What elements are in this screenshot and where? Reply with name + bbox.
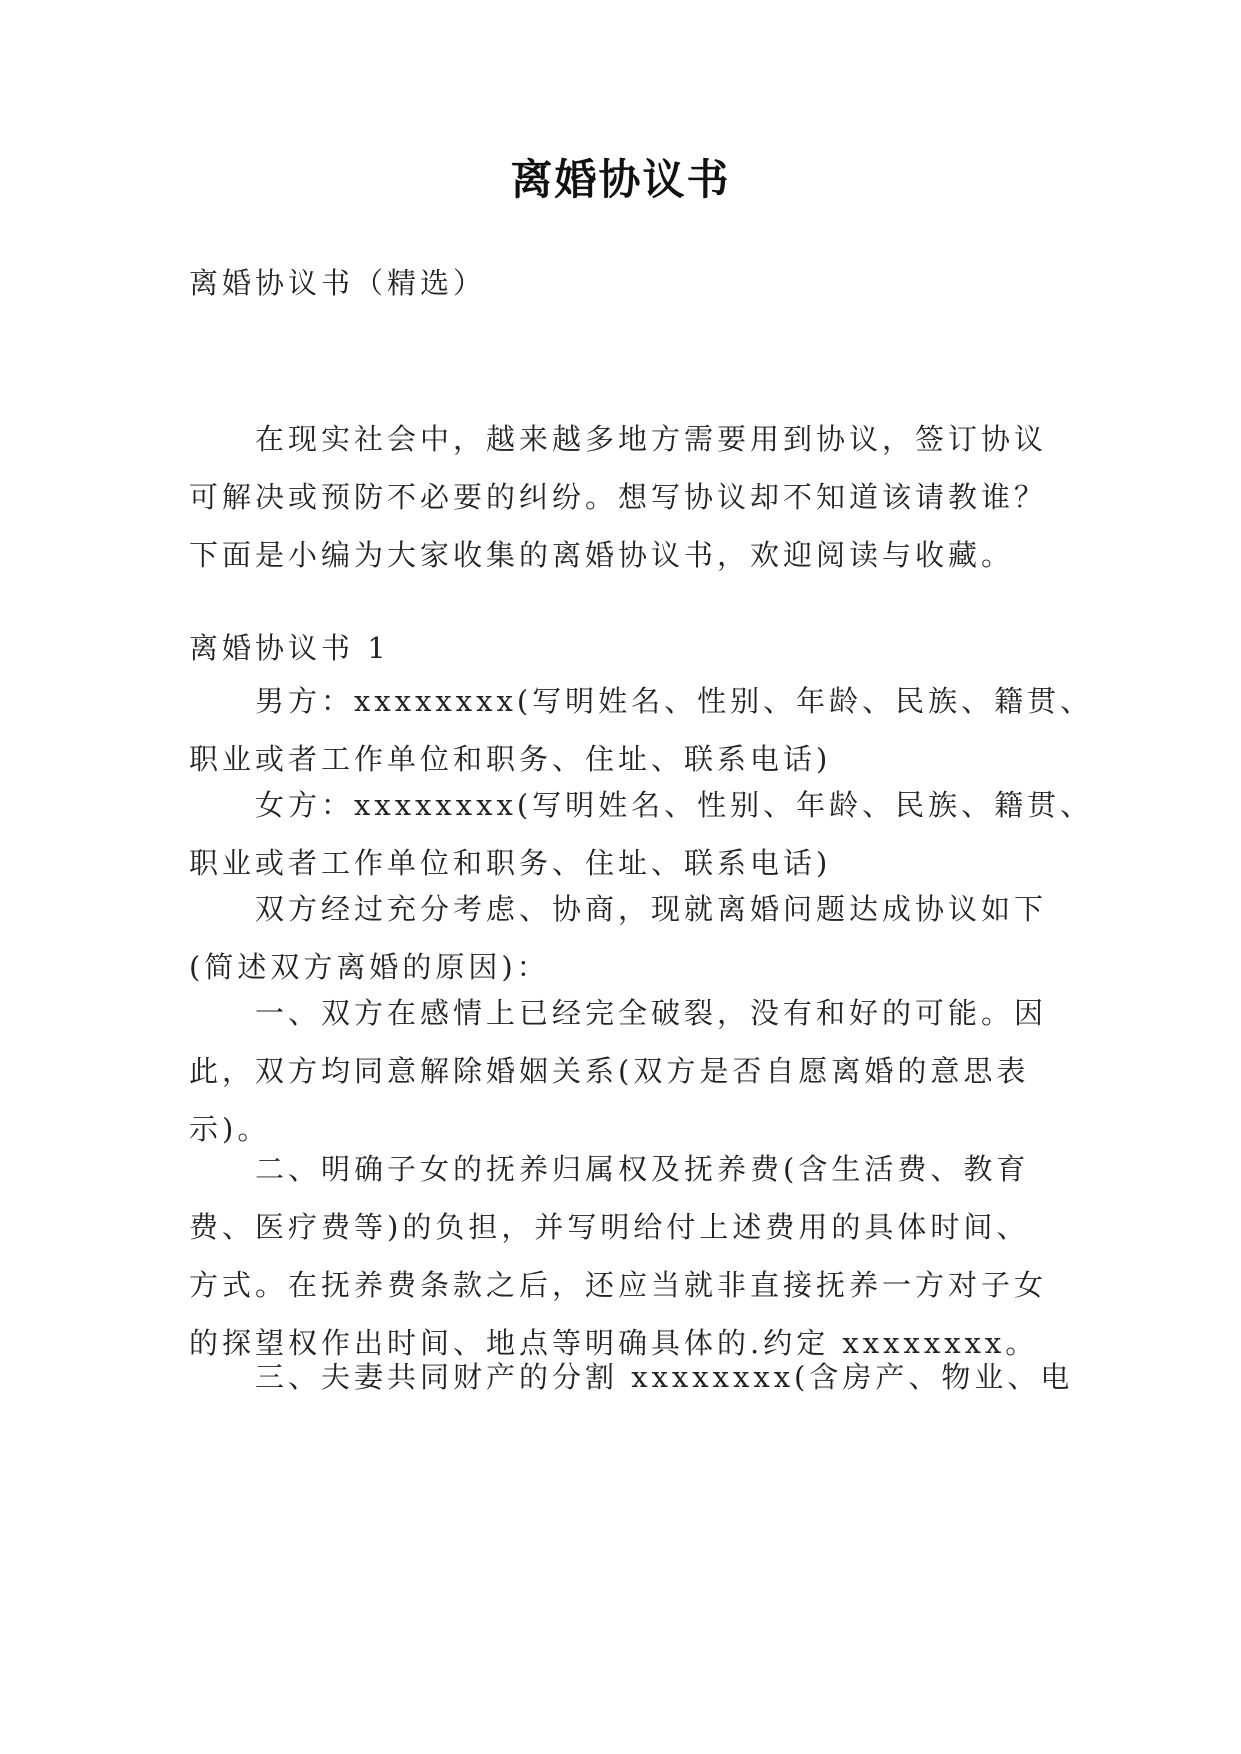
- intro-line: 在现实社会中，越来越多地方需要用到协议，签订协议: [255, 422, 1048, 456]
- party-male-paragraph: [189, 672, 1094, 788]
- clause-two-paragraph: [189, 1140, 1069, 1372]
- intro-line: 下面是小编为大家收集的离婚协议书，欢迎阅读与收藏。: [189, 538, 1015, 572]
- document-subtitle: 离婚协议书（精选）: [189, 266, 487, 300]
- paragraph-line: 二、明确子女的抚养归属权及抚养费(含生活费、教育: [255, 1152, 1030, 1186]
- paragraph-line: 此，双方均同意解除婚姻关系(双方是否自愿离婚的意思表: [189, 1054, 1030, 1088]
- clause-one-paragraph: [189, 984, 1069, 1158]
- paragraph-line: 双方经过充分考虑、协商，现就离婚问题达成协议如下: [255, 892, 1048, 926]
- paragraph-line: 三、夫妻共同财产的分割 xxxxxxxx(含房产、物业、电: [255, 1360, 1074, 1394]
- intro-paragraph: [189, 410, 1069, 584]
- intro-line: 可解决或预防不必要的纠纷。想写协议却不知道该请教谁？: [189, 480, 1048, 514]
- party-female-paragraph: [189, 776, 1094, 892]
- paragraph-line: 费、医疗费等)的负担，并写明给付上述费用的具体时间、: [189, 1210, 1030, 1244]
- paragraph-line: 示)。: [189, 1112, 271, 1146]
- document-title: 离婚协议书: [510, 155, 731, 204]
- paragraph-line: 方式。在抚养费条款之后，还应当就非直接抚养一方对子女: [189, 1268, 1048, 1302]
- paragraph-line: 的探望权作出时间、地点等明确具体的.约定 xxxxxxxx。: [189, 1326, 1039, 1360]
- paragraph-line: 男方：xxxxxxxx(写明姓名、性别、年龄、民族、籍贯、: [255, 684, 1094, 718]
- agreement-intro-paragraph: [189, 880, 1069, 996]
- clause-three-paragraph: [189, 1348, 1074, 1406]
- section-heading: 离婚协议书 1: [189, 631, 390, 665]
- paragraph-line: 职业或者工作单位和职务、住址、联系电话): [189, 742, 832, 776]
- paragraph-line: 一、双方在感情上已经完全破裂，没有和好的可能。因: [255, 996, 1048, 1030]
- paragraph-line: (简述双方离婚的原因)：: [189, 950, 550, 984]
- paragraph-line: 女方：xxxxxxxx(写明姓名、性别、年龄、民族、籍贯、: [255, 788, 1094, 822]
- paragraph-line: 职业或者工作单位和职务、住址、联系电话): [189, 846, 832, 880]
